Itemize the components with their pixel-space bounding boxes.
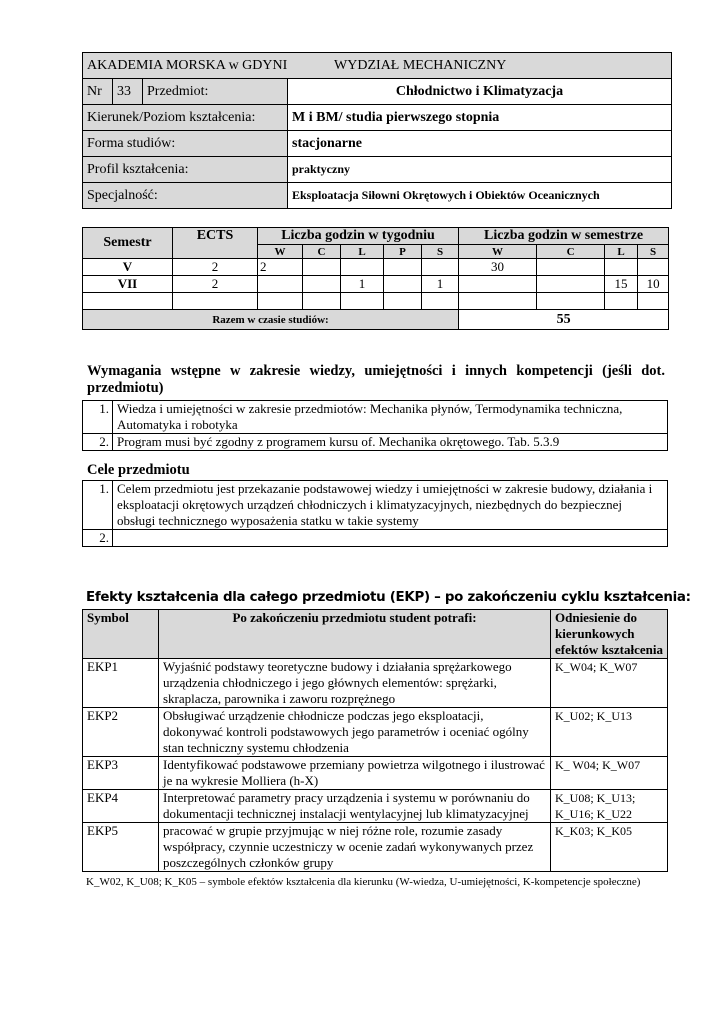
hours-cell	[537, 293, 605, 310]
hours-cell	[384, 259, 422, 276]
prereq-table	[82, 400, 668, 451]
hours-cell: 10	[638, 276, 669, 293]
hours-cell	[341, 293, 384, 310]
hours-cell	[303, 276, 341, 293]
ects-header: ECTS	[173, 228, 258, 259]
sub-header: W	[459, 245, 537, 259]
prereq-title: Wymagania wstępne w zakresie wiedzy, umiejętności i innych kompetencji (jeśli dot. przedmiotu)	[87, 363, 665, 396]
semester-header: Semestr	[83, 228, 173, 259]
nr-label: Nr	[83, 79, 113, 105]
hours-cell: 1	[341, 276, 384, 293]
sub-header: W	[258, 245, 303, 259]
hours-cell	[638, 259, 669, 276]
hours-cell	[459, 293, 537, 310]
ects-cell	[173, 293, 258, 310]
hours-cell	[341, 259, 384, 276]
institution-name: AKADEMIA MORSKA w GDYNI	[87, 57, 288, 73]
sub-header: L	[341, 245, 384, 259]
ekp-symbol: EKP1	[83, 659, 159, 708]
ekp-symbol: EKP4	[83, 790, 159, 823]
ekp-description: Interpretować parametry pracy urządzenia i systemu w porównaniu do dokumentacji technicznej instalacji wentylacyjnej lub klimatyzacyjnej	[159, 790, 551, 823]
hours-cell	[384, 293, 422, 310]
ekp-footnote: K_W02, K_U08; K_K05 – symbole efektów kształcenia dla kierunku (W-wiedza, U-umiejętności, K-kompetencje społeczne)	[86, 876, 641, 888]
field-label: Kierunek/Poziom kształcenia:	[83, 105, 288, 131]
hours-cell	[303, 293, 341, 310]
ekp-symbol: EKP3	[83, 757, 159, 790]
hours-cell: 30	[459, 259, 537, 276]
hours-cell	[605, 293, 638, 310]
ekp-title: Efekty kształcenia dla całego przedmiotu (EKP) – po zakończeniu cyklu kształcenia:	[86, 590, 691, 605]
nr-value: 33	[113, 79, 143, 105]
ekp-description: Wyjaśnić podstawy teoretyczne budowy i działania sprężarkowego urządzenia chłodniczego i jego głównych elementów: sprężarki, skraplacza, parownika i zaworu rozprężnego	[159, 659, 551, 708]
goals-title: Cele przedmiotu	[87, 462, 190, 478]
prereq-number: 2.	[83, 434, 113, 451]
hours-cell	[605, 259, 638, 276]
hours-cell	[303, 259, 341, 276]
semester-cell	[83, 293, 173, 310]
faculty-name: WYDZIAŁ MECHANICZNY	[334, 57, 507, 73]
hours-table	[82, 227, 669, 330]
specialization-label: Specjalność:	[83, 183, 288, 209]
semester-cell: V	[83, 259, 173, 276]
hours-cell	[384, 276, 422, 293]
hours-cell	[258, 276, 303, 293]
ekp-reference: K_U02; K_U13	[551, 708, 668, 757]
sub-header: L	[605, 245, 638, 259]
ekp-table	[82, 609, 668, 872]
sub-header: C	[537, 245, 605, 259]
form-label: Forma studiów:	[83, 131, 288, 157]
ects-cell: 2	[173, 276, 258, 293]
ekp-description: pracować w grupie przyjmując w niej różne role, rozumie zasady współpracy, czynnie uczestniczy w ocenie zadań wykonywanych przez poszczególnych członków grupy	[159, 823, 551, 872]
prereq-number: 1.	[83, 401, 113, 434]
hours-cell	[537, 259, 605, 276]
col-symbol: Symbol	[83, 610, 159, 659]
col-reference: Odniesienie do kierunkowych efektów kształcenia	[551, 610, 668, 659]
prereq-text: Wiedza i umiejętności w zakresie przedmiotów: Mechanika płynów, Termodynamika techniczna, Automatyka i robotyka	[113, 401, 668, 434]
ekp-symbol: EKP2	[83, 708, 159, 757]
course-header-table	[82, 52, 672, 209]
total-label: Razem w czasie studiów:	[83, 310, 459, 330]
goal-number: 2.	[83, 530, 113, 547]
hours-cell: 2	[258, 259, 303, 276]
hours-cell	[422, 293, 459, 310]
subject-value: Chłodnictwo i Klimatyzacja	[288, 79, 672, 105]
sub-header: C	[303, 245, 341, 259]
goal-text	[113, 530, 668, 547]
hours-cell	[459, 276, 537, 293]
institution-row	[83, 53, 672, 79]
form-value: stacjonarne	[288, 131, 672, 157]
ekp-reference: K_W04; K_W07	[551, 659, 668, 708]
goals-table	[82, 480, 668, 547]
sub-header: P	[384, 245, 422, 259]
hours-cell	[258, 293, 303, 310]
ekp-symbol: EKP5	[83, 823, 159, 872]
ekp-description: Obsługiwać urządzenie chłodnicze podczas jego eksploatacji, dokonywać kontroli podstawowych jego parametrów i oceniać ogólny stan techniczny systemu chłodzenia	[159, 708, 551, 757]
total-value: 55	[459, 310, 669, 330]
col-description: Po zakończeniu przedmiotu student potrafi:	[159, 610, 551, 659]
goal-number: 1.	[83, 481, 113, 530]
semester-hours-header: Liczba godzin w semestrze	[459, 228, 669, 245]
subject-label: Przedmiot:	[143, 79, 288, 105]
weekly-hours-header: Liczba godzin w tygodniu	[258, 228, 459, 245]
ekp-reference: K_ W04; K_W07	[551, 757, 668, 790]
specialization-value: Eksploatacja Siłowni Okrętowych i Obiektów Oceanicznych	[288, 183, 672, 209]
ekp-reference: K_U08; K_U13; K_U16; K_U22	[551, 790, 668, 823]
profile-value: praktyczny	[288, 157, 672, 183]
ekp-description: Identyfikować podstawowe przemiany powietrza wilgotnego i ilustrować je na wykresie Molliera (h-X)	[159, 757, 551, 790]
sub-header: S	[638, 245, 669, 259]
prereq-text: Program musi być zgodny z programem kursu of. Mechanika okrętowego. Tab. 5.3.9	[113, 434, 668, 451]
profile-label: Profil kształcenia:	[83, 157, 288, 183]
hours-cell: 1	[422, 276, 459, 293]
hours-cell: 15	[605, 276, 638, 293]
hours-cell	[422, 259, 459, 276]
hours-cell	[638, 293, 669, 310]
sub-header: S	[422, 245, 459, 259]
semester-cell: VII	[83, 276, 173, 293]
field-value: M i BM/ studia pierwszego stopnia	[288, 105, 672, 131]
ekp-reference: K_K03; K_K05	[551, 823, 668, 872]
hours-cell	[537, 276, 605, 293]
ects-cell: 2	[173, 259, 258, 276]
goal-text: Celem przedmiotu jest przekazanie podstawowej wiedzy i umiejętności w zakresie budowy, działania i eksploatacji okrętowych urządzeń chłodniczych i klimatyzacyjnych, niezbędnych do bezpiecznej obsługi technicznego wyposażenia statku w takie systemy	[113, 481, 668, 530]
